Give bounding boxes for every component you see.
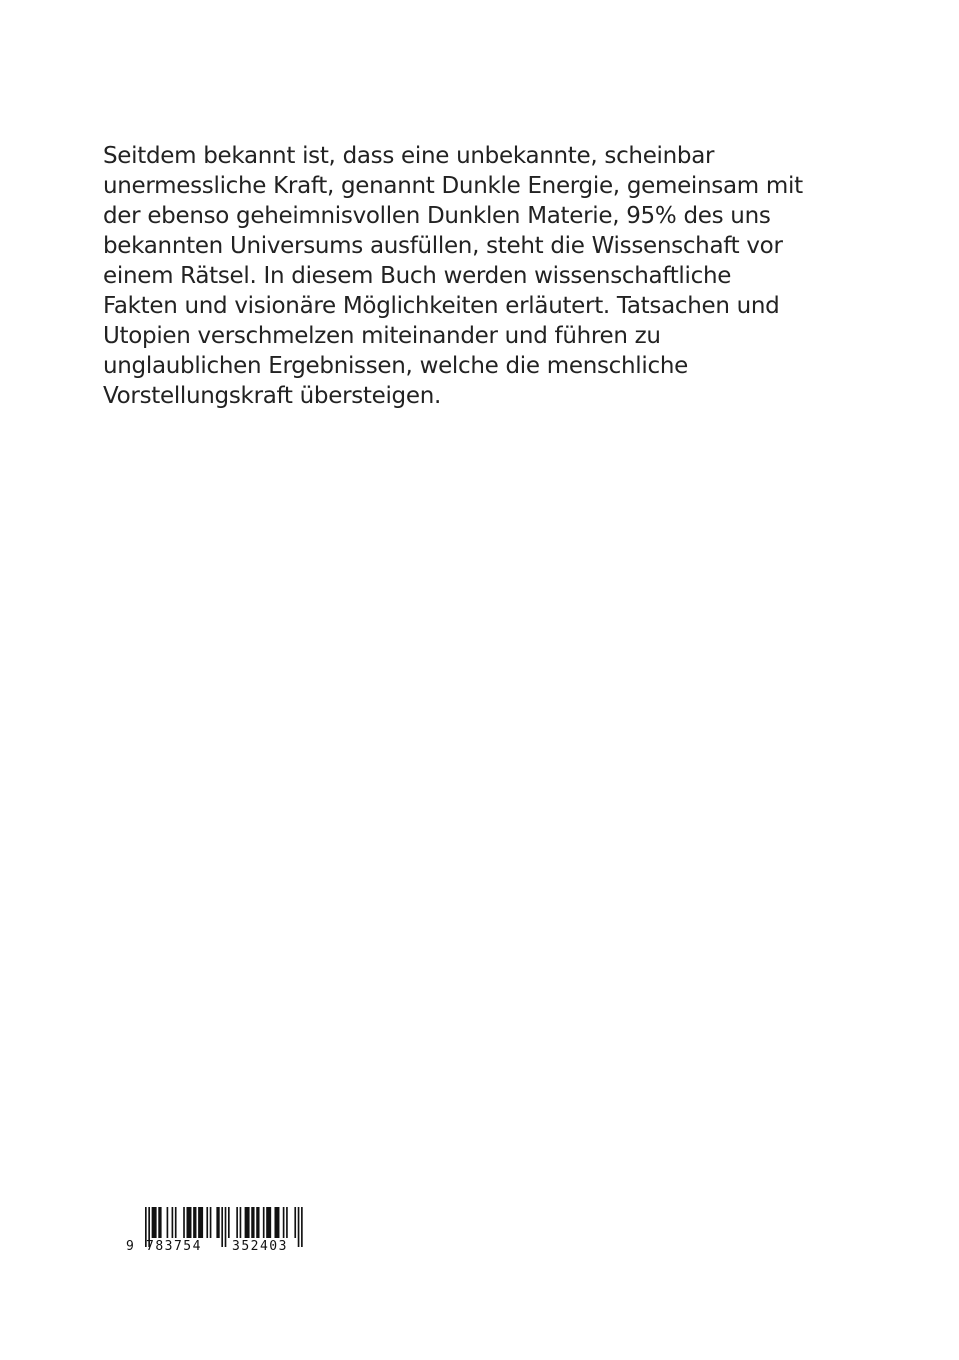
barcode-bar xyxy=(187,1207,192,1238)
barcode-bar xyxy=(183,1207,185,1238)
barcode-bar xyxy=(175,1207,177,1238)
back-cover-blurb xyxy=(103,141,803,411)
barcode-first-digit: 9 xyxy=(126,1239,136,1254)
barcode-bar xyxy=(294,1207,296,1238)
barcode-bar xyxy=(193,1207,196,1238)
blurb-line: unglaublichen Ergebnissen, welche die menschliche xyxy=(103,353,688,379)
barcode-guard-bar xyxy=(298,1207,300,1247)
blurb-line: Fakten und visionäre Möglichkeiten erläutert. Tatsachen und xyxy=(103,293,780,319)
blurb-line: einem Rätsel. In diesem Buch werden wissenschaftliche xyxy=(103,263,732,289)
blurb-line: bekannten Universums ausfüllen, steht die Wissenschaft vor xyxy=(103,233,783,259)
barcode-bar xyxy=(274,1207,279,1238)
blurb-line: unermessliche Kraft, genannt Dunkle Energie, gemeinsam mit xyxy=(103,173,803,199)
barcode-bar xyxy=(266,1207,271,1238)
barcode-bar xyxy=(240,1207,242,1238)
barcode-bar xyxy=(283,1207,285,1238)
barcode-left-digits: 783754 xyxy=(146,1239,202,1254)
barcode-bar xyxy=(198,1207,203,1238)
blurb-line: Seitdem bekannt ist, dass eine unbekannte, scheinbar xyxy=(103,143,715,169)
barcode-bar xyxy=(216,1207,219,1238)
barcode-guard-bar xyxy=(221,1207,223,1247)
barcode-bar xyxy=(228,1207,230,1238)
barcode-bar xyxy=(172,1207,174,1238)
barcode-bar xyxy=(152,1207,157,1238)
barcode-bar xyxy=(245,1207,250,1238)
barcode-guard-bar xyxy=(225,1207,227,1247)
barcode-bar xyxy=(158,1207,161,1238)
barcode-bar xyxy=(206,1207,208,1238)
blurb-line: Vorstellungskraft übersteigen. xyxy=(103,383,441,409)
barcode-bar xyxy=(210,1207,212,1238)
barcode-bar xyxy=(251,1207,254,1238)
barcode-guard-bar xyxy=(301,1207,303,1247)
barcode-bar xyxy=(286,1207,288,1238)
barcode-bar xyxy=(263,1207,265,1238)
barcode-right-digits: 352403 xyxy=(232,1239,288,1254)
blurb-line: Utopien verschmelzen miteinander und führen zu xyxy=(103,323,661,349)
blurb-line: der ebenso geheimnisvollen Dunklen Materie, 95% des uns xyxy=(103,203,771,229)
barcode-bar xyxy=(167,1207,169,1238)
barcode-bar xyxy=(236,1207,238,1238)
barcode-bar xyxy=(256,1207,259,1238)
